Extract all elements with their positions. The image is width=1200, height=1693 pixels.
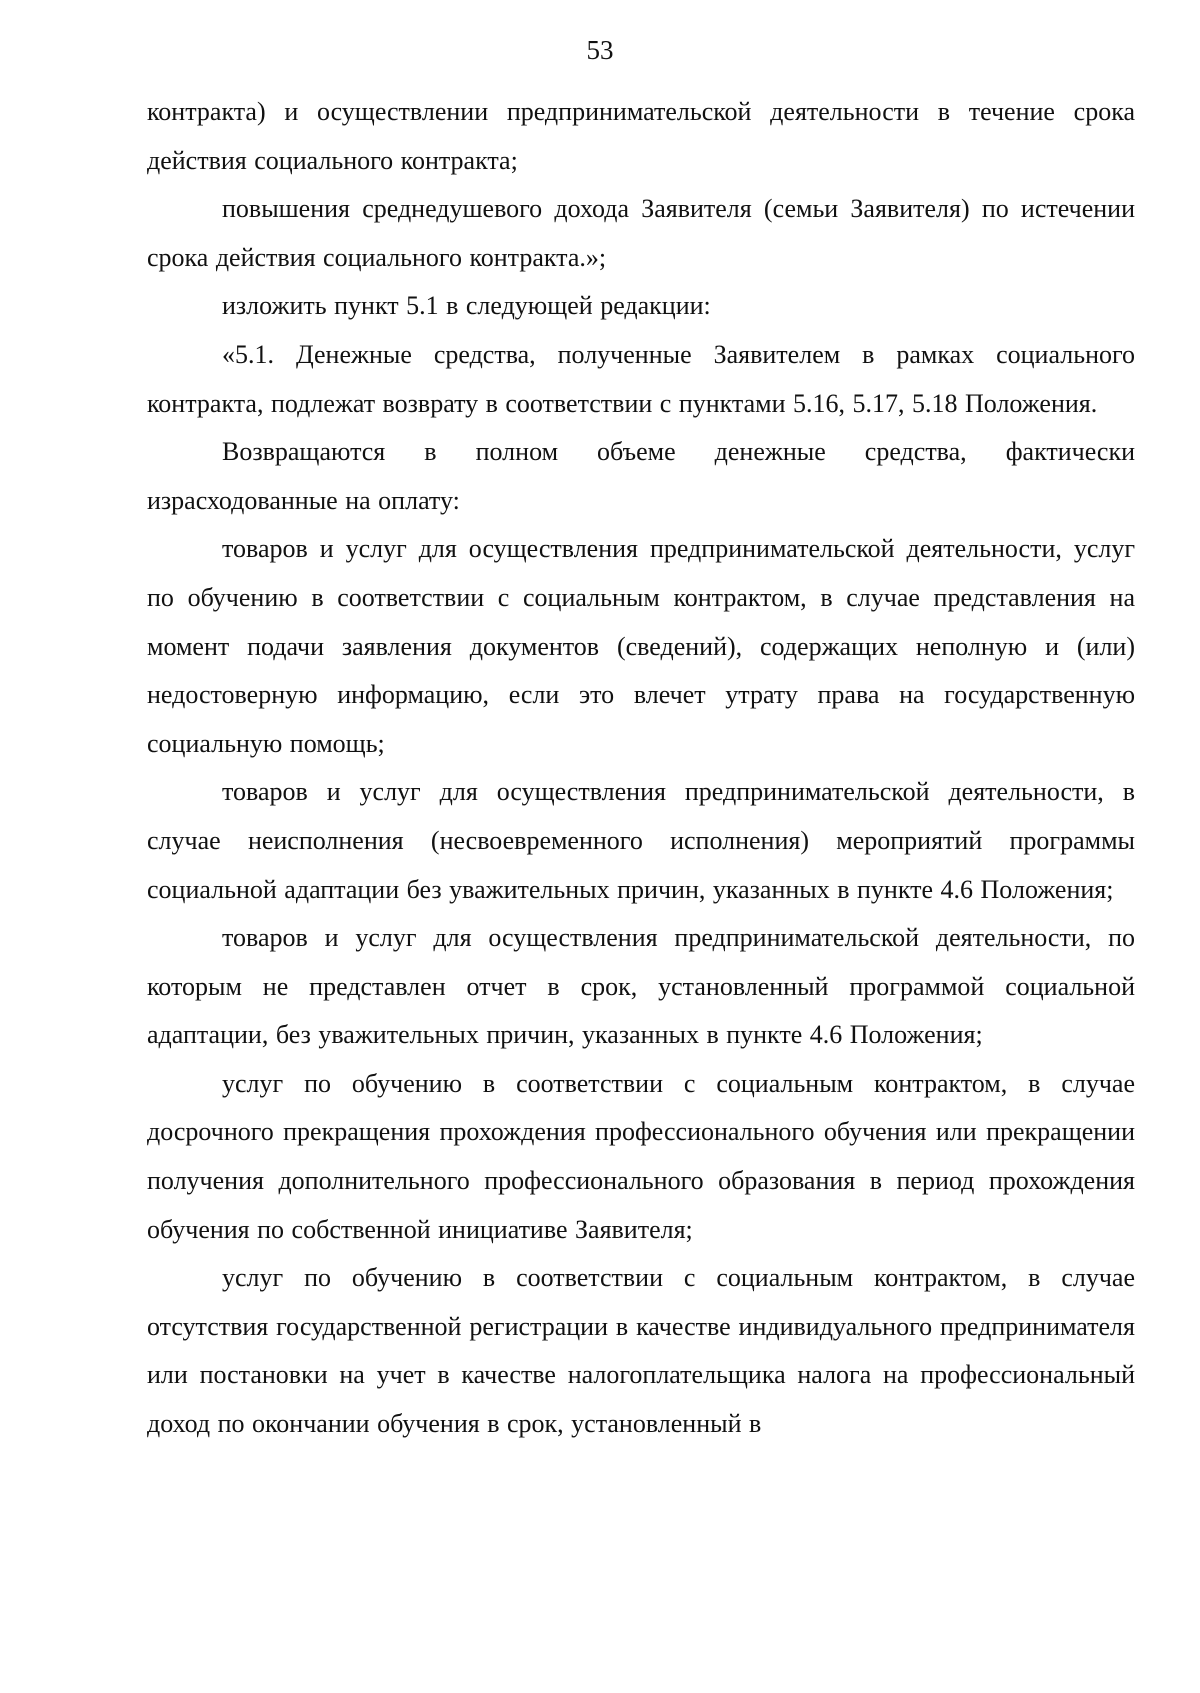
paragraph: услуг по обучению в соответствии с социальным контрактом, в случае досрочного прекращения прохождения профессионального обучения или прекращении получения дополнительного профессионального образования в период прохождения обучения по собственной инициативе Заявителя;: [147, 1068, 1135, 1244]
paragraph: товаров и услуг для осуществления предпринимательской деятельности, по которым не представлен отчет в срок, установленный программой социальной адаптации, без уважительных причин, указанных в пункте 4.6 Положения;: [147, 923, 1135, 1050]
paragraph: товаров и услуг для осуществления предпринимательской деятельности, услуг по обучению в соответствии с социальным контрактом, в случае представления на момент подачи заявления документов (сведений), содержащих неполную и (или) недостоверную информацию, если это влечет утрату права на государственную социальную помощь;: [147, 534, 1135, 758]
paragraph: услуг по обучению в соответствии с социальным контрактом, в случае отсутствия государственной регистрации в качестве индивидуального предпринимателя или постановки на учет в качестве налогоплательщика налога на профессиональный доход по окончании обучения в срок, установленный в: [147, 1263, 1135, 1439]
paragraph: Возвращаются в полном объеме денежные средства, фактически израсходованные на оплату:: [147, 437, 1135, 515]
paragraph: изложить пункт 5.1 в следующей редакции:: [222, 291, 711, 321]
document-body: [147, 88, 1135, 1449]
paragraph: повышения среднедушевого дохода Заявителя (семьи Заявителя) по истечении срока действия социального контракта.»;: [147, 194, 1135, 272]
paragraph: «5.1. Денежные средства, полученные Заявителем в рамках социального контракта, подлежат возврату в соответствии с пунктами 5.16, 5.17, 5.18 Положения.: [147, 339, 1135, 418]
page-number: 53: [586, 35, 614, 65]
paragraph: товаров и услуг для осуществления предпринимательской деятельности, в случае неисполнения (несвоевременного исполнения) мероприятий программы социальной адаптации без уважительных причин, указанных в пункте 4.6 Положения;: [147, 777, 1135, 904]
paragraph: контракта) и осуществлении предпринимательской деятельности в течение срока действия социального контракта;: [147, 97, 1135, 175]
